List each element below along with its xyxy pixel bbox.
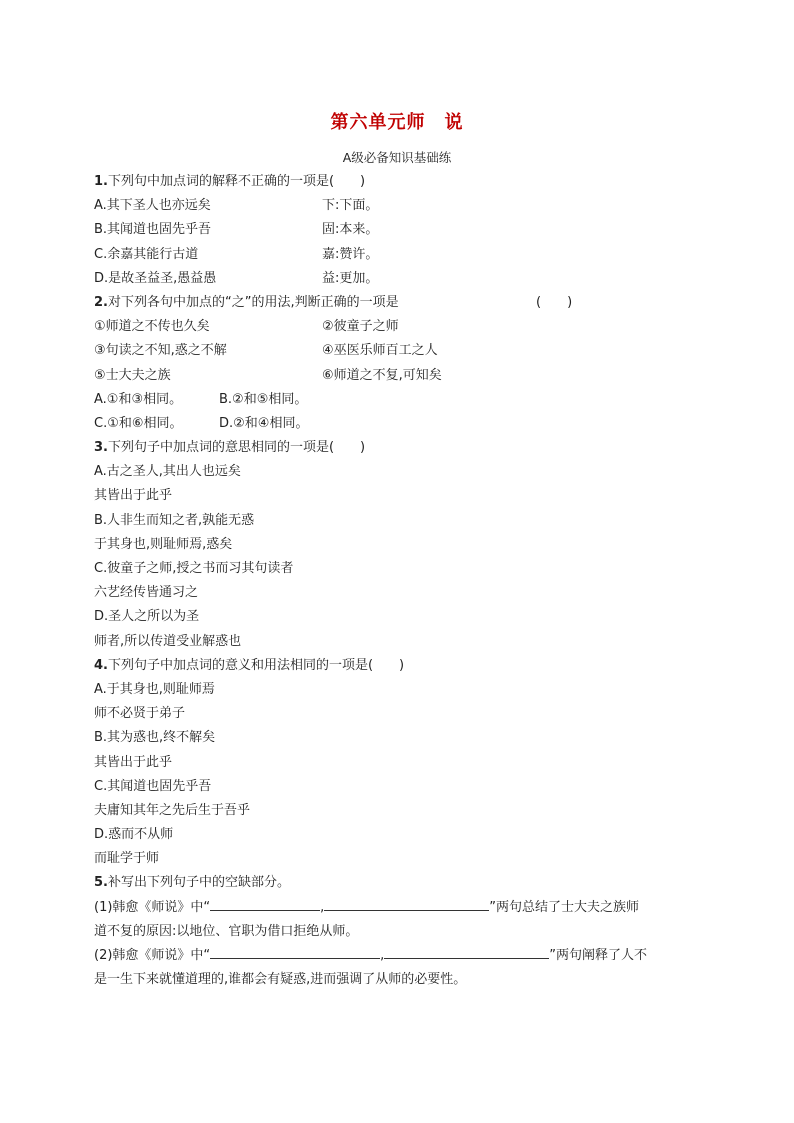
- q2-item: ⑤士大夫之族 ⑥师道之不复,可知矣: [94, 367, 442, 383]
- answer-blank[interactable]: [324, 896, 489, 911]
- q4-line: A.于其身也,则耻师焉: [94, 681, 215, 697]
- q1-option: B.其闻道也固先乎吾 固:本来。: [94, 222, 379, 238]
- q3-line: D.圣人之所以为圣: [94, 609, 200, 625]
- question-3: 3.下列句子中加点词的意思相同的一项是( ): [94, 440, 366, 456]
- q2-choice: A.①和③相同。 B.②和⑤相同。: [94, 391, 308, 407]
- unit-title: 第六单元师 说: [330, 112, 464, 133]
- q2-item: ①师道之不传也久矣 ②彼童子之师: [94, 319, 399, 335]
- q3-line: 六艺经传皆通习之: [94, 585, 199, 601]
- q3-line: B.人非生而知之者,孰能无惑: [94, 512, 255, 528]
- q1-option: A.其下圣人也亦远矣 下:下面。: [94, 198, 379, 214]
- question-4: 4.下列句子中加点词的意义和用法相同的一项是( ): [94, 657, 405, 673]
- q4-line: C.其闻道也固先乎吾: [94, 778, 212, 794]
- q1-option: C.余嘉其能行古道 嘉:赞许。: [94, 246, 379, 262]
- q5-part-2: (2)韩愈《师说》中“ , ”两句阐释了人不: [94, 944, 694, 968]
- q5-part-1-cont: 道不复的原因:以地位、官职为借口拒绝从师。: [94, 923, 359, 939]
- answer-blank[interactable]: [210, 944, 380, 959]
- q4-line: 夫庸知其年之先后生于吾乎: [94, 802, 251, 818]
- q3-line: 于其身也,则耻师焉,惑矣: [94, 536, 233, 552]
- q2-choice: C.①和⑥相同。 D.②和④相同。: [94, 415, 309, 431]
- q3-line: A.古之圣人,其出人也远矣: [94, 464, 241, 480]
- q3-line: C.彼童子之师,授之书而习其句读者: [94, 561, 294, 576]
- q3-line: 其皆出于此乎: [94, 488, 173, 504]
- q4-line: D.惑而不从师: [94, 827, 174, 843]
- question-2: 2.对下列各句中加点的“之”的用法,判断正确的一项是 ( ): [94, 294, 573, 310]
- q4-line: B.其为惑也,终不解矣: [94, 730, 216, 746]
- q5-part-1: (1)韩愈《师说》中“ , ”两句总结了士大夫之族师: [94, 896, 694, 920]
- q5-part-2-cont: 是一生下来就懂道理的,谁都会有疑惑,进而强调了从师的必要性。: [94, 972, 467, 988]
- q4-line: 而耻学于师: [94, 851, 160, 867]
- section-subtitle: A级必备知识基础练: [342, 150, 452, 165]
- answer-blank[interactable]: [384, 944, 549, 959]
- q1-option: D.是故圣益圣,愚益愚 益:更加。: [94, 270, 379, 286]
- q4-line: 其皆出于此乎: [94, 754, 173, 770]
- q4-line: 师不必贤于弟子: [94, 706, 186, 722]
- q3-line: 师者,所以传道受业解惑也: [94, 633, 242, 649]
- q2-item: ③句读之不知,惑之不解 ④巫医乐师百工之人: [94, 343, 438, 359]
- exercise-content: [94, 170, 694, 992]
- answer-blank[interactable]: [210, 896, 320, 911]
- question-5: 5.补写出下列句子中的空缺部分。: [94, 875, 290, 891]
- question-1: 1.下列句中加点词的解释不正确的一项是( ): [94, 174, 366, 189]
